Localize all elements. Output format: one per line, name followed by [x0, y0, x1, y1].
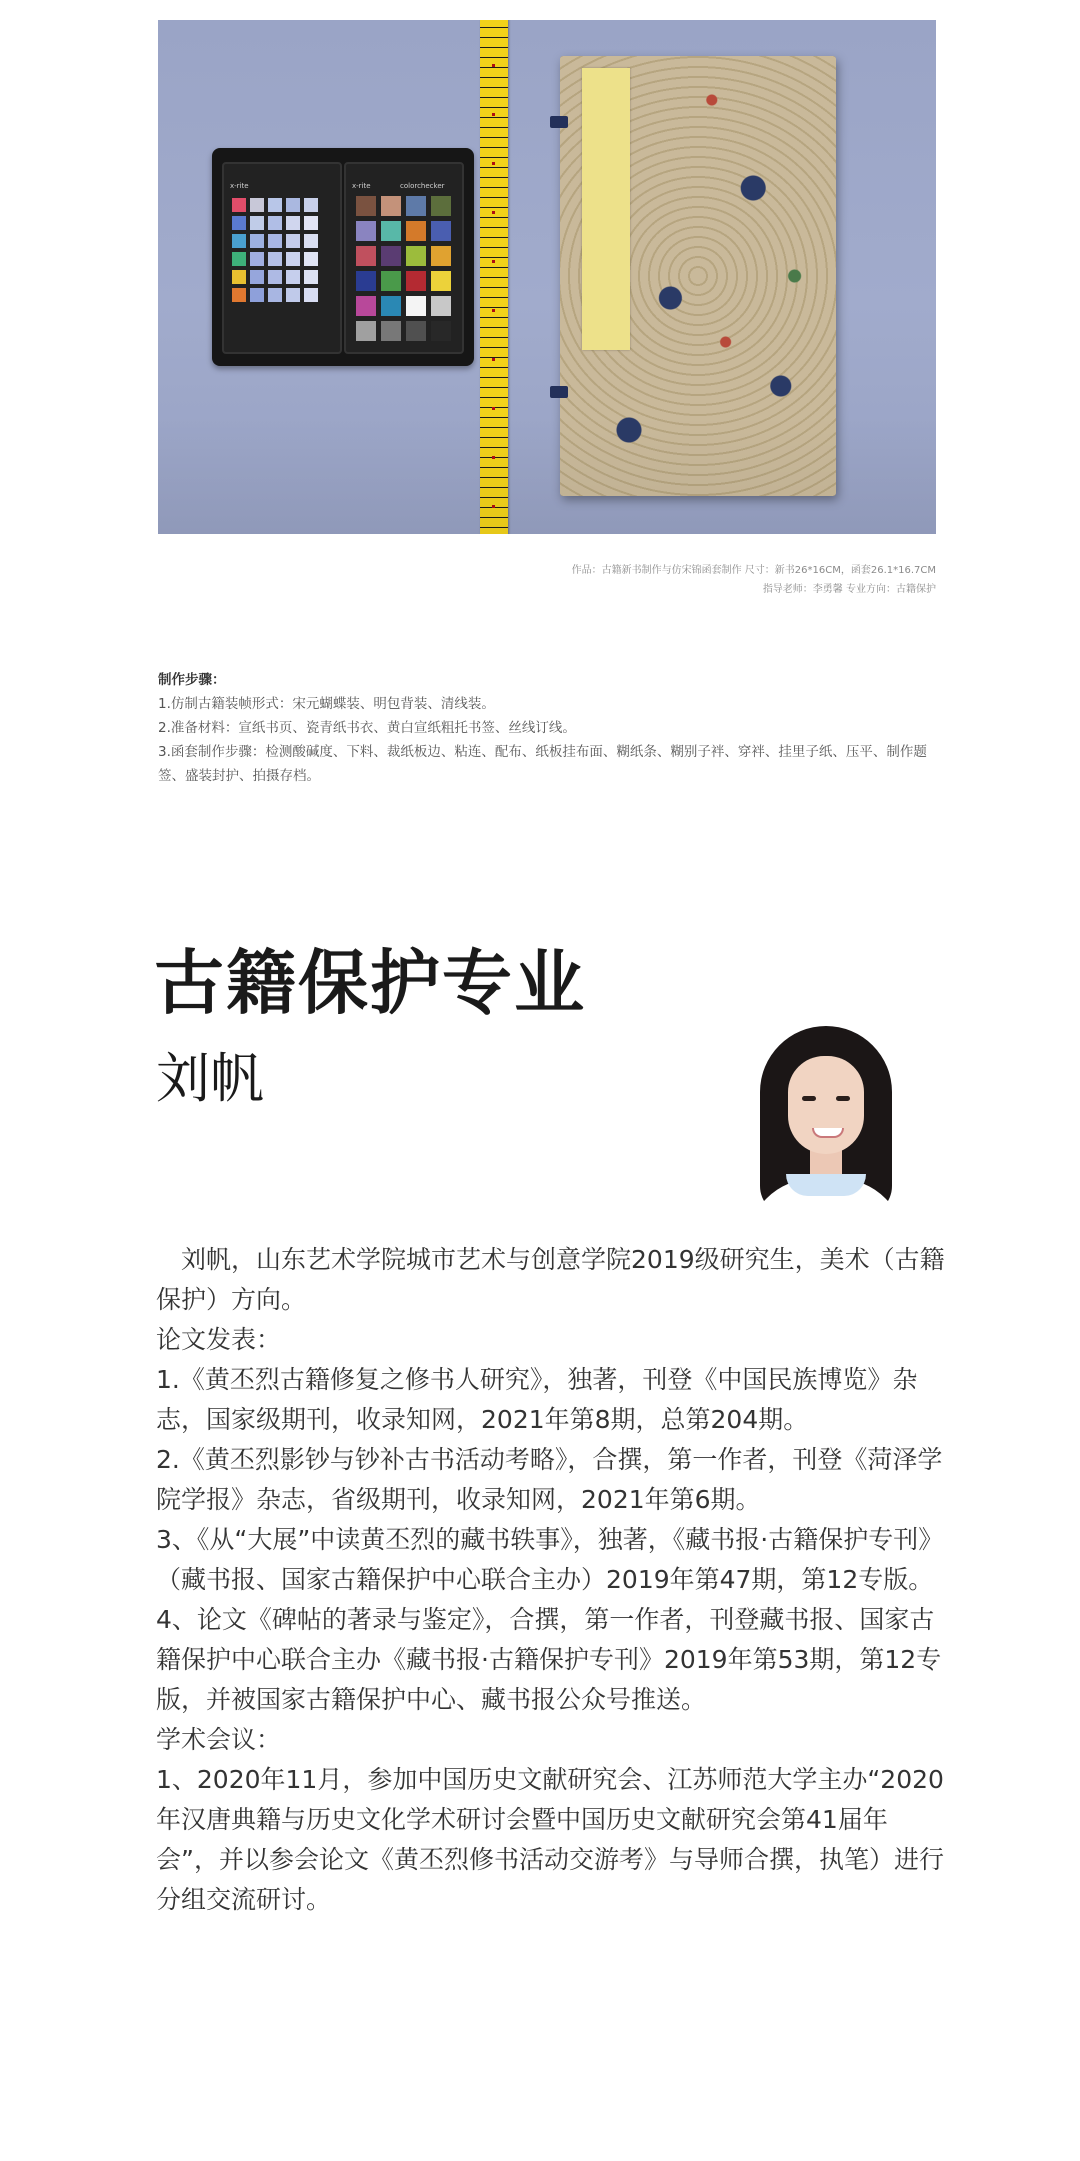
gray-patch [304, 252, 318, 266]
color-patch [381, 321, 401, 341]
page-title: 古籍保护专业 [154, 942, 586, 1024]
artwork-photo [158, 20, 936, 534]
gray-patch [286, 198, 300, 212]
gray-patch [232, 270, 246, 284]
color-patch-grid [356, 196, 451, 341]
gray-patch [286, 288, 300, 302]
bio-intro: 刘帆，山东艺术学院城市艺术与创意学院2019级研究生，美术（古籍保护）方向。 [156, 1245, 945, 1314]
bio-publication-item: 4、论文《碑帖的著录与鉴定》，合撰，第一作者，刊登藏书报、国家古籍保护中心联合主办《藏书报·古籍保护专刊》2019年第53期，第12专版，并被国家古籍保护中心、藏书报公众号推送。 [156, 1605, 942, 1714]
color-patch [406, 296, 426, 316]
color-checker-card [212, 148, 474, 366]
gray-patch [304, 288, 318, 302]
book-strap [550, 116, 568, 128]
color-patch [356, 271, 376, 291]
color-patch [406, 196, 426, 216]
gray-patch [268, 252, 282, 266]
gray-patch [250, 252, 264, 266]
color-patch [406, 321, 426, 341]
color-patch [431, 296, 451, 316]
gray-patch [250, 234, 264, 248]
gray-patch [232, 288, 246, 302]
step-item: 2.准备材料：宣纸书页、瓷青纸书衣、黄白宣纸粗托书签、丝线订线。 [158, 720, 576, 736]
color-patch [356, 196, 376, 216]
gray-patch [232, 216, 246, 230]
color-patch [356, 221, 376, 241]
checker-name-label: colorchecker [400, 182, 445, 190]
book-strap [550, 386, 568, 398]
color-checker-right-panel [344, 162, 464, 354]
gray-patch [286, 270, 300, 284]
color-patch [431, 321, 451, 341]
color-checker-left-panel [222, 162, 342, 354]
gray-patch [250, 270, 264, 284]
bio-publication-item: 3、《从“大展”中读黄丕烈的藏书轶事》，独著，《藏书报·古籍保护专刊》（藏书报、国家古籍保护中心联合主办）2019年第47期，第12专版。 [156, 1525, 944, 1594]
gray-patch [268, 270, 282, 284]
color-patch [381, 221, 401, 241]
bio-publication-item: 2.《黄丕烈影钞与钞补古书活动考略》，合撰，第一作者，刊登《菏泽学院学报》杂志，省级期刊，收录知网，2021年第6期。 [156, 1445, 943, 1514]
color-patch [406, 221, 426, 241]
gray-patch [268, 288, 282, 302]
color-patch [431, 196, 451, 216]
color-patch [356, 246, 376, 266]
gray-patch [268, 216, 282, 230]
production-steps [158, 668, 944, 788]
artwork-caption-line1: 作品：古籍新书制作与仿宋锦函套制作 尺寸：新书26*16CM，函套26.1*16.7CM [571, 565, 936, 576]
gray-patch [304, 270, 318, 284]
gray-patch-grid [232, 198, 318, 302]
color-patch [381, 196, 401, 216]
bio-section-heading: 学术会议： [156, 1725, 282, 1754]
gray-patch [232, 234, 246, 248]
bio-publication-item: 1.《黄丕烈古籍修复之修书人研究》，独著，刊登《中国民族博览》杂志，国家级期刊，收录知网，2021年第8期，总第204期。 [156, 1365, 918, 1434]
color-patch [431, 246, 451, 266]
checker-brand-label: x-rite [230, 182, 249, 190]
color-patch [406, 246, 426, 266]
bio-section-heading: 论文发表： [156, 1325, 282, 1354]
steps-heading: 制作步骤： [158, 672, 226, 688]
gray-patch [268, 198, 282, 212]
gray-patch [250, 216, 264, 230]
gray-patch [304, 234, 318, 248]
gray-patch [304, 198, 318, 212]
gray-patch [304, 216, 318, 230]
student-name: 刘帆 [156, 1047, 264, 1110]
color-patch [381, 271, 401, 291]
gray-patch [232, 252, 246, 266]
student-biography [156, 1240, 948, 1920]
title-slip [582, 68, 630, 350]
bio-conference-item: 1、2020年11月，参加中国历史文献研究会、江苏师范大学主办“2020年汉唐典籍与历史文化学术研讨会暨中国历史文献研究会第41届年会”，并以参会论文《黄丕烈修书活动交游考》与导师合撰，执笔）进行分组交流研讨。 [156, 1765, 944, 1914]
gray-patch [286, 252, 300, 266]
color-patch [356, 321, 376, 341]
step-item: 3.函套制作步骤：检测酸碱度、下料、裁纸板边、粘连、配布、纸板挂布面、糊纸条、糊别子袢、穿袢、挂里子纸、压平、制作题签、盛装封护、拍摄存档。 [158, 744, 927, 784]
color-patch [381, 246, 401, 266]
gray-patch [286, 216, 300, 230]
color-patch [356, 296, 376, 316]
color-patch [381, 296, 401, 316]
color-patch [431, 221, 451, 241]
student-portrait [746, 1018, 906, 1238]
gray-patch [268, 234, 282, 248]
color-patch [406, 271, 426, 291]
gray-patch [286, 234, 300, 248]
checker-brand-label: x-rite [352, 182, 371, 190]
step-item: 1.仿制古籍装帧形式：宋元蝴蝶装、明包背装、清线装。 [158, 696, 495, 712]
artwork-caption-line2: 指导老师：李勇馨 专业方向：古籍保护 [762, 584, 936, 595]
gray-patch [232, 198, 246, 212]
gray-patch [250, 198, 264, 212]
gray-patch [250, 288, 264, 302]
color-patch [431, 271, 451, 291]
